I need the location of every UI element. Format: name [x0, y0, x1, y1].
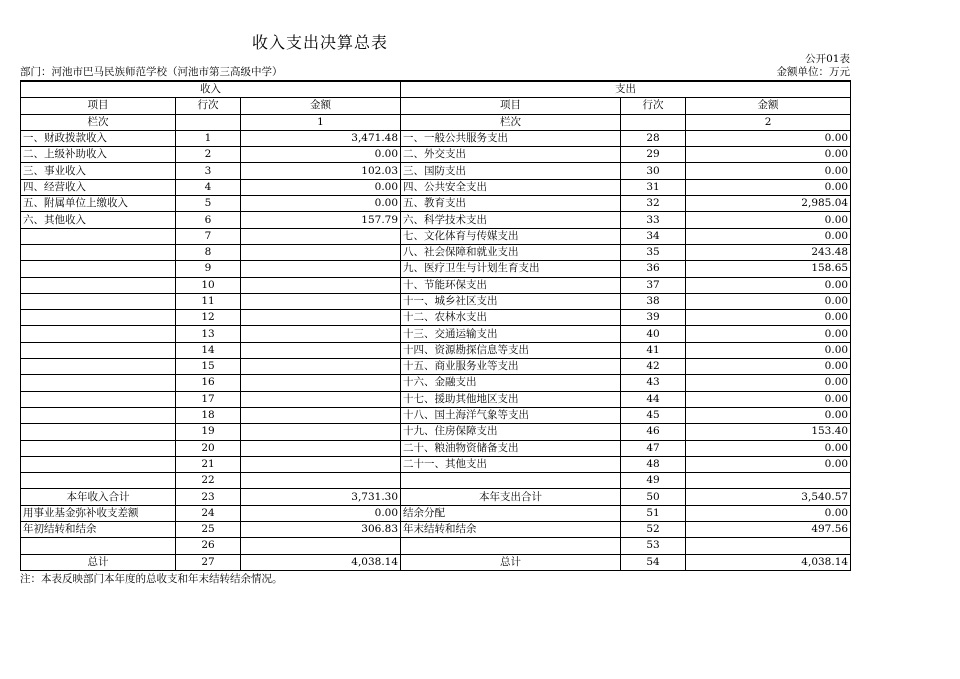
income-amount-cell: 0.00 [241, 505, 401, 521]
expense-item-cell: 总计 [401, 554, 621, 570]
income-amount-cell [241, 391, 401, 407]
income-row-no-cell: 26 [176, 538, 241, 554]
income-item-cell [21, 359, 176, 375]
expense-item-cell: 本年支出合计 [401, 489, 621, 505]
income-row-no-cell: 25 [176, 522, 241, 538]
income-item-cell: 二、上级补助收入 [21, 147, 176, 163]
footnote: 注：本表反映部门本年度的总收支和年末结转结余情况。 [20, 573, 283, 585]
income-item-cell [21, 342, 176, 358]
expense-row-no-cell: 35 [621, 244, 686, 260]
income-item-cell: 本年收入合计 [21, 489, 176, 505]
expense-item-cell: 七、文化体育与传媒支出 [401, 228, 621, 244]
expense-item-cell: 十九、住房保障支出 [401, 424, 621, 440]
income-row-no-cell: 13 [176, 326, 241, 342]
income-amount-cell: 4,038.14 [241, 554, 401, 570]
income-amount-cell: 102.03 [241, 163, 401, 179]
income-item-cell: 三、事业收入 [21, 163, 176, 179]
expense-row-no-cell: 49 [621, 473, 686, 489]
table-row [21, 147, 851, 163]
income-row-no-cell: 4 [176, 179, 241, 195]
expense-amount-cell: 0.00 [686, 505, 851, 521]
expense-item-cell: 年末结转和结余 [401, 522, 621, 538]
expense-amount-cell: 0.00 [686, 293, 851, 309]
expense-amount-cell: 0.00 [686, 163, 851, 179]
table-row [21, 342, 851, 358]
expense-item-cell: 十四、资源勘探信息等支出 [401, 342, 621, 358]
expense-row-no-cell: 47 [621, 440, 686, 456]
income-amount-cell [241, 375, 401, 391]
expense-amount-cell: 497.56 [686, 522, 851, 538]
income-row-no-cell: 5 [176, 196, 241, 212]
expense-item-cell: 十一、城乡社区支出 [401, 293, 621, 309]
income-row-no-cell: 16 [176, 375, 241, 391]
expense-item-cell: 二、外交支出 [401, 147, 621, 163]
expense-amount-cell: 243.48 [686, 244, 851, 260]
expense-amount-cell: 0.00 [686, 310, 851, 326]
expense-item-cell: 三、国防支出 [401, 163, 621, 179]
income-item-cell [21, 310, 176, 326]
income-row-no-cell: 7 [176, 228, 241, 244]
expense-row-no-cell: 52 [621, 522, 686, 538]
table-row [21, 456, 851, 472]
expense-item-cell: 十三、交通运输支出 [401, 326, 621, 342]
income-row-no-cell: 8 [176, 244, 241, 260]
expense-row-no-cell: 53 [621, 538, 686, 554]
income-item-cell: 六、其他收入 [21, 212, 176, 228]
expense-row-no-cell: 45 [621, 407, 686, 423]
income-row-no-cell: 1 [176, 130, 241, 146]
table-row [21, 212, 851, 228]
income-item-cell: 一、财政拨款收入 [21, 130, 176, 146]
expense-amount-cell: 0.00 [686, 391, 851, 407]
table-row [21, 538, 851, 554]
expense-row-no-cell: 31 [621, 179, 686, 195]
income-row-no-cell: 2 [176, 147, 241, 163]
table-row [21, 293, 851, 309]
expense-row-no-cell: 50 [621, 489, 686, 505]
table-row [21, 489, 851, 505]
expense-row-no-cell: 38 [621, 293, 686, 309]
income-amount-cell: 0.00 [241, 179, 401, 195]
col-header-item: 项目 [401, 98, 621, 114]
expense-amount-cell: 0.00 [686, 440, 851, 456]
expense-row-no-cell: 36 [621, 261, 686, 277]
table-row [21, 310, 851, 326]
income-item-cell [21, 277, 176, 293]
expense-amount-cell: 0.00 [686, 326, 851, 342]
unit-label: 金额单位：万元 [776, 66, 850, 78]
income-item-cell [21, 391, 176, 407]
expense-amount-cell: 0.00 [686, 130, 851, 146]
expense-row-no-cell: 29 [621, 147, 686, 163]
table-row [21, 505, 851, 521]
income-item-cell: 年初结转和结余 [21, 522, 176, 538]
expense-row-no-cell: 41 [621, 342, 686, 358]
expense-item-cell: 十五、商业服务业等支出 [401, 359, 621, 375]
expense-item-cell: 二十、粮油物资储备支出 [401, 440, 621, 456]
table-row [21, 277, 851, 293]
lanci-label: 栏次 [21, 114, 176, 130]
expense-row-no-cell: 39 [621, 310, 686, 326]
expense-row-no-cell: 42 [621, 359, 686, 375]
expense-item-cell: 一、一般公共服务支出 [401, 130, 621, 146]
col-header-amount: 金额 [241, 98, 401, 114]
lanci-label: 栏次 [401, 114, 621, 130]
expense-amount-cell: 0.00 [686, 342, 851, 358]
income-row-no-cell: 9 [176, 261, 241, 277]
expense-row-no-cell: 30 [621, 163, 686, 179]
income-row-no-cell: 23 [176, 489, 241, 505]
expense-amount-cell: 0.00 [686, 212, 851, 228]
income-row-no-cell: 18 [176, 407, 241, 423]
income-item-cell [21, 538, 176, 554]
col-header-amount: 金额 [686, 98, 851, 114]
expense-row-no-cell: 37 [621, 277, 686, 293]
income-amount-cell: 3,471.48 [241, 130, 401, 146]
income-amount-cell [241, 440, 401, 456]
income-item-cell [21, 375, 176, 391]
col-index-2: 2 [686, 114, 851, 130]
expense-amount-cell: 153.40 [686, 424, 851, 440]
income-amount-cell: 157.79 [241, 212, 401, 228]
income-row-no-cell: 12 [176, 310, 241, 326]
income-item-cell [21, 456, 176, 472]
expense-item-cell: 十六、金融支出 [401, 375, 621, 391]
income-amount-cell [241, 228, 401, 244]
income-amount-cell [241, 359, 401, 375]
expense-row-no-cell: 44 [621, 391, 686, 407]
table-row [21, 440, 851, 456]
table-row [21, 473, 851, 489]
expense-item-cell [401, 538, 621, 554]
income-amount-cell [241, 310, 401, 326]
table-row [21, 326, 851, 342]
income-amount-cell [241, 261, 401, 277]
income-amount-cell: 3,731.30 [241, 489, 401, 505]
income-row-no-cell: 6 [176, 212, 241, 228]
expense-amount-cell: 0.00 [686, 359, 851, 375]
income-row-no-cell: 17 [176, 391, 241, 407]
form-code: 公开01表 [805, 53, 850, 65]
empty-cell [176, 114, 241, 130]
expense-amount-cell: 0.00 [686, 228, 851, 244]
table-row [21, 179, 851, 195]
expense-item-cell: 结余分配 [401, 505, 621, 521]
income-amount-cell [241, 277, 401, 293]
table-row [21, 359, 851, 375]
income-amount-cell: 0.00 [241, 147, 401, 163]
income-amount-cell [241, 326, 401, 342]
expense-amount-cell: 0.00 [686, 277, 851, 293]
table-row [21, 196, 851, 212]
income-row-no-cell: 11 [176, 293, 241, 309]
expense-row-no-cell: 32 [621, 196, 686, 212]
col-index-1: 1 [241, 114, 401, 130]
expense-amount-cell: 2,985.04 [686, 196, 851, 212]
expense-item-cell: 五、教育支出 [401, 196, 621, 212]
col-header-row-no: 行次 [176, 98, 241, 114]
expense-item-cell: 十七、援助其他地区支出 [401, 391, 621, 407]
income-amount-cell [241, 244, 401, 260]
expense-row-no-cell: 33 [621, 212, 686, 228]
empty-cell [621, 114, 686, 130]
table-row [21, 407, 851, 423]
expense-amount-cell: 0.00 [686, 179, 851, 195]
table-row [21, 391, 851, 407]
table-row [21, 244, 851, 260]
expense-amount-cell: 0.00 [686, 456, 851, 472]
income-item-cell [21, 244, 176, 260]
income-amount-cell [241, 407, 401, 423]
income-row-no-cell: 27 [176, 554, 241, 570]
expense-amount-cell [686, 473, 851, 489]
expense-row-no-cell: 51 [621, 505, 686, 521]
income-amount-cell [241, 293, 401, 309]
expense-amount-cell: 0.00 [686, 407, 851, 423]
income-row-no-cell: 3 [176, 163, 241, 179]
income-row-no-cell: 15 [176, 359, 241, 375]
income-row-no-cell: 21 [176, 456, 241, 472]
page-title: 收入支出决算总表 [251, 33, 388, 52]
expense-item-cell: 十、节能环保支出 [401, 277, 621, 293]
income-item-cell: 用事业基金弥补收支差额 [21, 505, 176, 521]
expense-header: 支出 [401, 81, 851, 98]
expense-item-cell: 八、社会保障和就业支出 [401, 244, 621, 260]
income-item-cell [21, 228, 176, 244]
expense-amount-cell: 3,540.57 [686, 489, 851, 505]
table-row [21, 554, 851, 570]
income-item-cell [21, 407, 176, 423]
income-row-no-cell: 14 [176, 342, 241, 358]
table-row [21, 375, 851, 391]
income-item-cell: 总计 [21, 554, 176, 570]
department-label: 部门：河池市巴马民族师范学校（河池市第三高级中学） [20, 66, 283, 78]
table-row [21, 130, 851, 146]
expense-row-no-cell: 34 [621, 228, 686, 244]
income-amount-cell [241, 342, 401, 358]
income-item-cell: 四、经营收入 [21, 179, 176, 195]
expense-row-no-cell: 48 [621, 456, 686, 472]
expense-amount-cell: 0.00 [686, 375, 851, 391]
income-amount-cell: 0.00 [241, 196, 401, 212]
table-row [21, 424, 851, 440]
income-item-cell [21, 326, 176, 342]
expense-row-no-cell: 28 [621, 130, 686, 146]
income-item-cell [21, 473, 176, 489]
expense-row-no-cell: 40 [621, 326, 686, 342]
income-item-cell [21, 261, 176, 277]
income-item-cell [21, 293, 176, 309]
table-row [21, 163, 851, 179]
expense-item-cell: 十二、农林水支出 [401, 310, 621, 326]
income-amount-cell [241, 456, 401, 472]
income-amount-cell: 306.83 [241, 522, 401, 538]
budget-table [20, 80, 851, 571]
col-header-item: 项目 [21, 98, 176, 114]
income-amount-cell [241, 473, 401, 489]
income-row-no-cell: 19 [176, 424, 241, 440]
expense-item-cell: 九、医疗卫生与计划生育支出 [401, 261, 621, 277]
expense-amount-cell: 4,038.14 [686, 554, 851, 570]
income-item-cell [21, 424, 176, 440]
expense-amount-cell: 158.65 [686, 261, 851, 277]
expense-item-cell: 十八、国土海洋气象等支出 [401, 407, 621, 423]
income-item-cell [21, 440, 176, 456]
table-row [21, 522, 851, 538]
expense-row-no-cell: 54 [621, 554, 686, 570]
expense-item-cell: 六、科学技术支出 [401, 212, 621, 228]
expense-item-cell: 四、公共安全支出 [401, 179, 621, 195]
expense-row-no-cell: 46 [621, 424, 686, 440]
income-row-no-cell: 22 [176, 473, 241, 489]
expense-item-cell: 二十一、其他支出 [401, 456, 621, 472]
income-amount-cell [241, 424, 401, 440]
income-amount-cell [241, 538, 401, 554]
col-header-row-no: 行次 [621, 98, 686, 114]
expense-item-cell [401, 473, 621, 489]
income-header: 收入 [21, 81, 401, 98]
income-row-no-cell: 10 [176, 277, 241, 293]
income-row-no-cell: 24 [176, 505, 241, 521]
expense-amount-cell: 0.00 [686, 147, 851, 163]
income-item-cell: 五、附属单位上缴收入 [21, 196, 176, 212]
table-row [21, 228, 851, 244]
income-row-no-cell: 20 [176, 440, 241, 456]
table-row [21, 261, 851, 277]
expense-row-no-cell: 43 [621, 375, 686, 391]
expense-amount-cell [686, 538, 851, 554]
